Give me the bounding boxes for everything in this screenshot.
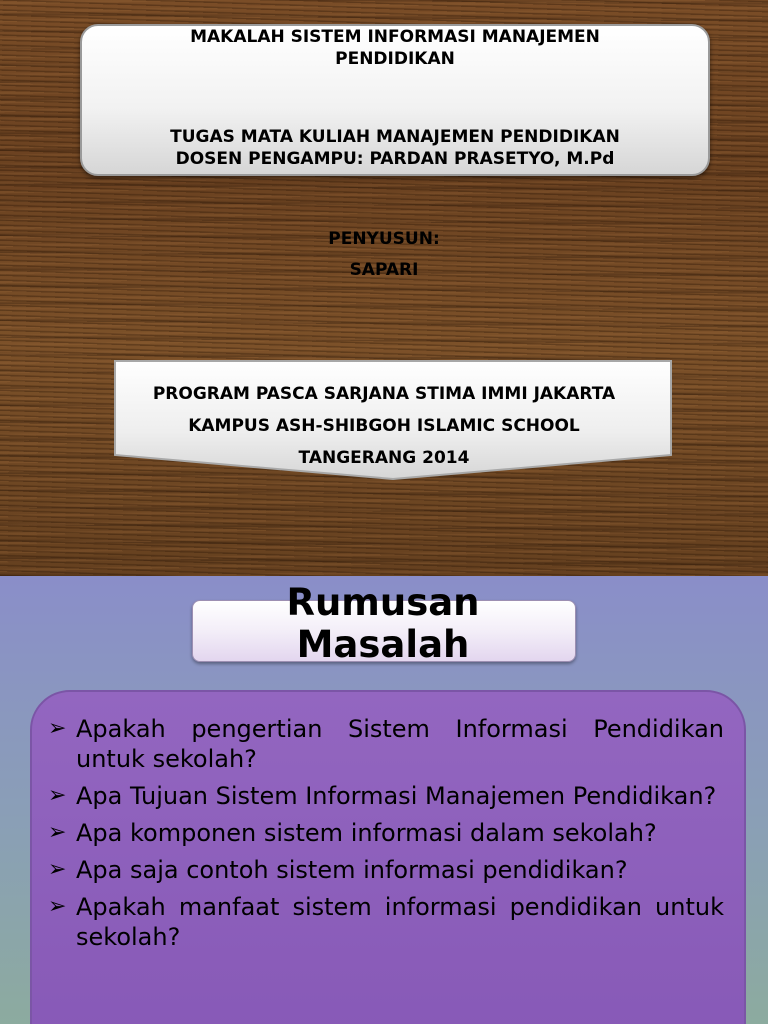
list-item: ➢ Apakah pengertian Sistem Informasi Pendidikan untuk sekolah? [48,715,724,773]
arrowhead-bullet-icon: ➢ [48,783,67,808]
program-line-2: KAMPUS ASH-SHIBGOH ISLAMIC SCHOOL [188,416,580,436]
slide-heading [192,582,574,666]
lecturer-line: DOSEN PENGAMPU: PARDAN PRASETYO, M.Pd [175,149,615,169]
course-line: TUGAS MATA KULIAH MANAJEMEN PENDIDIKAN [170,127,620,147]
author-name: SAPARI [349,260,419,280]
title-line-1: MAKALAH SISTEM INFORMASI MANAJEMEN [190,27,600,47]
list-item: ➢ Apa komponen sistem informasi dalam sekolah? [48,819,657,847]
program-line-1: PROGRAM PASCA SARJANA STIMA IMMI JAKARTA [152,384,616,404]
title-box [80,24,710,176]
author-label: PENYUSUN: [328,229,440,249]
problem-slide [0,576,768,1024]
program-text [0,378,768,474]
heading-line-2: Masalah [296,623,470,666]
list-item: ➢ Apakah manfaat sistem informasi pendidikan untuk sekolah? [48,893,724,951]
list-item: ➢ Apa Tujuan Sistem Informasi Manajemen Pendidikan? [48,782,717,810]
arrowhead-bullet-icon: ➢ [48,820,67,845]
question-list [48,714,724,959]
arrowhead-bullet-icon: ➢ [48,857,67,882]
arrowhead-bullet-icon: ➢ [48,716,67,741]
program-line-3: TANGERANG 2014 [298,448,470,468]
title-line-2: PENDIDIKAN [335,49,455,69]
heading-line-1: Rumusan [286,581,480,624]
arrowhead-bullet-icon: ➢ [48,894,67,919]
list-item: ➢ Apa saja contoh sistem informasi pendidikan? [48,856,628,884]
